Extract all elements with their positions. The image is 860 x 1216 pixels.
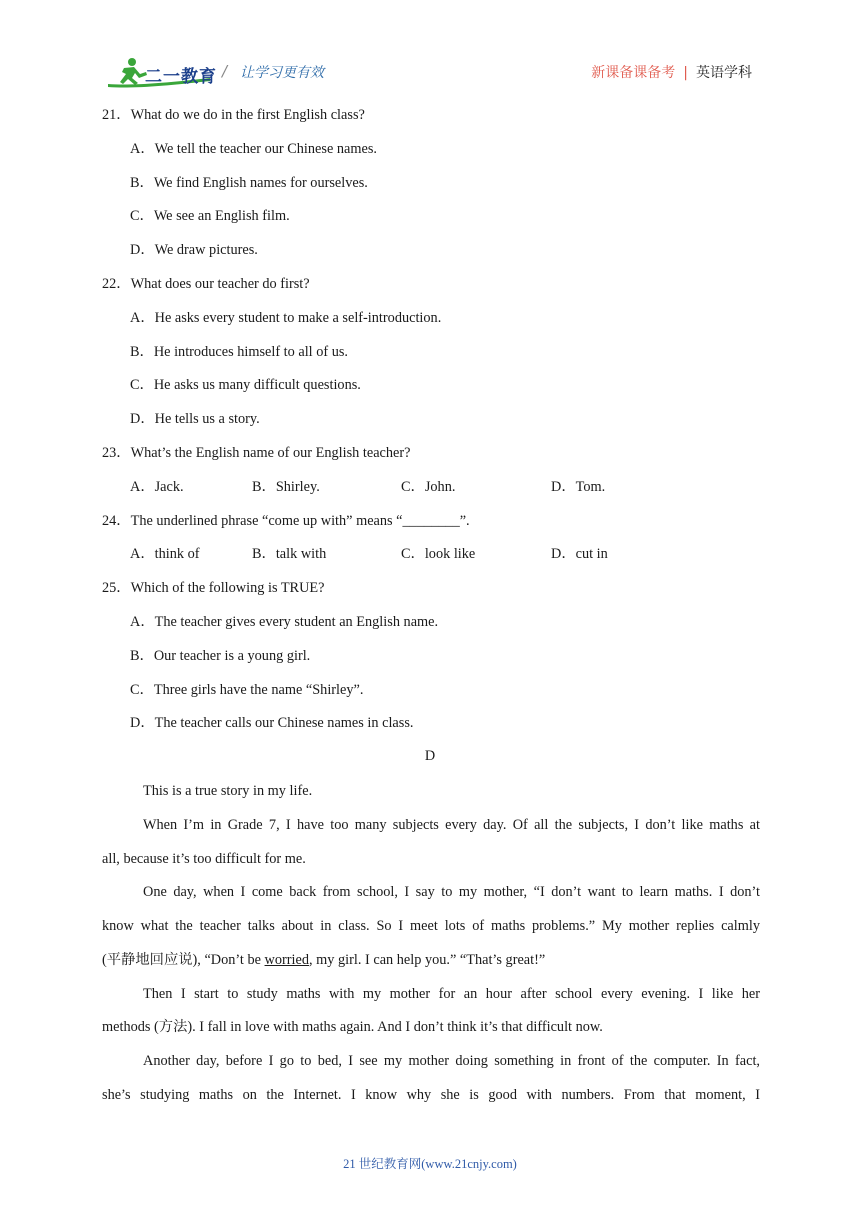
answer-option: B．Shirley. (252, 479, 320, 495)
question-stem: 22．What does our teacher do first? (102, 276, 310, 292)
answer-option: B．He introduces himself to all of us. (130, 344, 348, 360)
answer-option: A．He asks every student to make a self-introduction. (130, 310, 442, 326)
header-right (591, 62, 752, 82)
logo-text: 二一教育 (145, 67, 217, 87)
header-subject-label: 英语学科 (696, 65, 752, 81)
header-course-label: 新课备课备考 (591, 65, 676, 81)
answer-option: A．Jack. (130, 479, 184, 495)
header-separator: | (683, 65, 688, 81)
passage-text: (平静地回应说), “Don’t be (102, 952, 265, 968)
answer-option: B．We find English names for ourselves. (130, 175, 368, 191)
header-slogan: 让学习更有效 (240, 65, 324, 81)
passage-line: When I’m in Grade 7, I have too many subjects every day. Of all the subjects, I don’t like maths at (143, 817, 760, 833)
underlined-word: worried (264, 952, 310, 968)
page-header (0, 0, 860, 100)
answer-option: B．Our teacher is a young girl. (130, 648, 311, 664)
answer-option: D．He tells us a story. (130, 411, 260, 427)
page-footer: 21 世纪教育网(www.21cnjy.com) (343, 1157, 517, 1171)
passage-line: Another day, before I go to bed, I see my mother doing something in front of the computer. In fact, (143, 1053, 760, 1069)
question-stem: 23．What’s the English name of our English teacher? (102, 445, 411, 461)
answer-option: C．look like (401, 546, 476, 562)
passage-line: One day, when I come back from school, I say to my mother, “I don’t want to learn maths. I don’t (143, 884, 760, 900)
answer-option: C．We see an English film. (130, 208, 290, 224)
passage-line: Then I start to study maths with my mother for an hour after school every evening. I like her (143, 986, 760, 1002)
answer-option: A．think of (130, 546, 200, 562)
question-stem: 25．Which of the following is TRUE? (102, 580, 325, 596)
answer-option: C．John. (401, 479, 456, 495)
header-slash: / (222, 62, 228, 80)
passage-line (102, 951, 545, 969)
answer-option: D．Tom. (551, 479, 606, 495)
passage-line: know what the teacher talks about in class. So I meet lots of maths problems.” My mother replies calmly (102, 918, 760, 934)
answer-option: D．The teacher calls our Chinese names in class. (130, 715, 414, 731)
passage-line: all, because it’s too difficult for me. (102, 851, 306, 867)
question-stem: 21．What do we do in the first English class? (102, 107, 365, 123)
answer-option: C．Three girls have the name “Shirley”. (130, 682, 364, 698)
answer-option: D．We draw pictures. (130, 242, 258, 258)
passage-line: methods (方法). I fall in love with maths again. And I don’t think it’s that difficult now. (102, 1019, 603, 1035)
question-stem: 24．The underlined phrase “come up with” means “________”. (102, 513, 470, 529)
answer-option: D．cut in (551, 546, 608, 562)
answer-option: A．The teacher gives every student an English name. (130, 614, 439, 630)
answer-option: A．We tell the teacher our Chinese names. (130, 141, 377, 157)
answer-option: C．He asks us many difficult questions. (130, 377, 361, 393)
passage-text: , my girl. I can help you.” “That’s great!” (309, 952, 546, 968)
answer-option: B．talk with (252, 546, 327, 562)
passage-line: she’s studying maths on the Internet. I know why she is good with numbers. From that moment, I (102, 1087, 760, 1103)
passage-line: This is a true story in my life. (143, 783, 313, 799)
section-label: D (424, 748, 436, 764)
